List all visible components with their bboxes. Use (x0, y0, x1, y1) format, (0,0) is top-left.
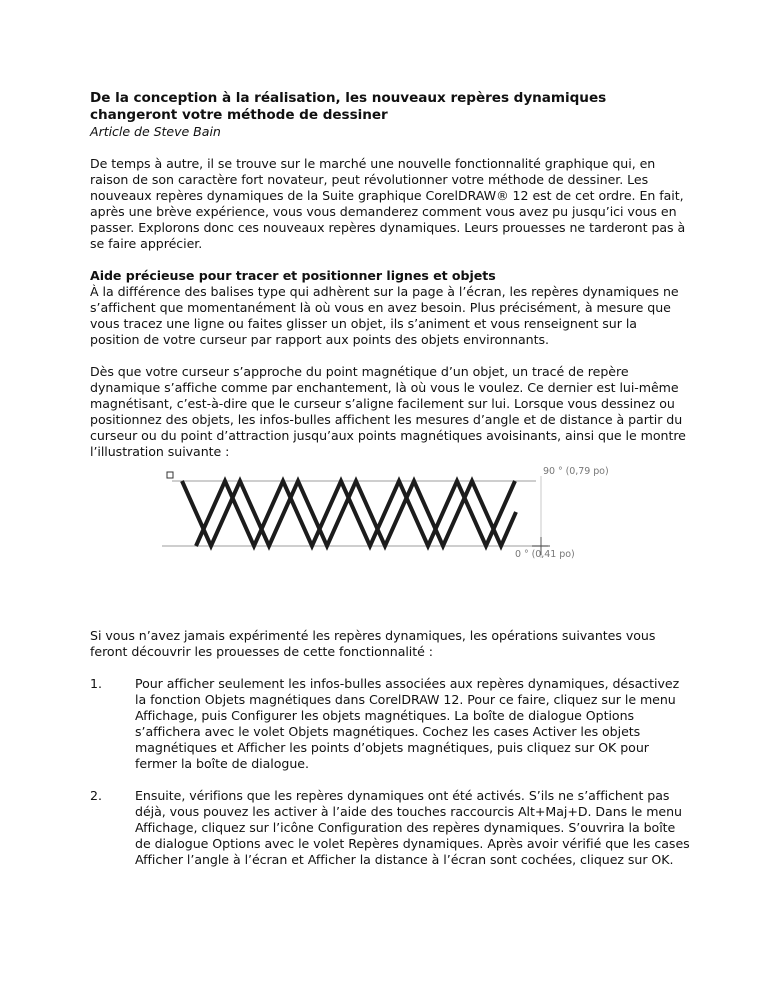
zigzag-line-a (182, 481, 516, 546)
after-figure-paragraph: Si vous n’avez jamais expérimenté les repères dynamiques, les opérations suivantes vous feront découvrir les prouesses de cette fonctionnalité : (90, 628, 656, 659)
list-item (90, 788, 690, 868)
dynamic-guides-illustration (90, 466, 690, 586)
section-heading: Aide précieuse pour tracer et positionner lignes et objets (90, 268, 496, 283)
tooltip-angle-distance-bottom: 0 ° (0,41 po) (515, 549, 575, 560)
list-item (90, 676, 690, 772)
zigzag-figure (90, 466, 690, 586)
document-page (90, 90, 690, 884)
step-number: 2. (90, 788, 102, 803)
tooltip-angle-distance-top: 90 ° (0,79 po) (543, 466, 609, 477)
step-text: Pour afficher seulement les infos-bulles associées aux repères dynamiques, désactivez la fonction Objets magnétiques dans CorelDRAW 12. Pour ce faire, cliquez sur le menu Affichage, puis Configurer les objets magnétiques. La boîte de dialogue Options s’affichera avec le volet Objets magnétiques. Cochez les cases Activer les objets magnétiques et Afficher les points d’objets magnétiques, puis cliquez sur OK pour fermer la boîte de dialogue. (135, 676, 680, 771)
section-paragraph-2: Dès que votre curseur s’approche du point magnétique d’un objet, un tracé de repère dynamique s’affiche comme par enchantement, là où vous le voulez. Ce dernier est lui-même magnétisant, c’est-à-dire que le curseur s’aligne facilement sur lui. Lorsque vous dessinez ou positionnez des objets, les infos-bulles affichent les mesures d’angle et de distance à partir du curseur ou du point d’attraction jusqu’aux points magnétiques avoisinants, ainsi que le montre l’illustration suivante : (90, 364, 686, 459)
step-text: Ensuite, vérifions que les repères dynamiques ont été activés. S’ils ne s’affichent pas déjà, vous pouvez les activer à l’aide des touches raccourcis Alt+Maj+D. Dans le menu Affichage, cliquez sur l’icône Configuration des repères dynamiques. S’ouvrira la boîte de dialogue Options avec le volet Repères dynamiques. Après avoir vérifié que les cases Afficher l’angle à l’écran et Afficher la distance à l’écran sont cochées, cliquez sur OK. (135, 788, 690, 867)
step-number: 1. (90, 676, 102, 691)
section-paragraph-1: À la différence des balises type qui adhèrent sur la page à l’écran, les repères dynamiques ne s’affichent que momentanément là où vous en avez besoin. Plus précisément, à mesure que vous tracez une ligne ou faites glisser un objet, ils s’animent et vous renseignent sur la position de votre curseur par rapport aux points des objets environnants. (90, 284, 679, 347)
intro-paragraph: De temps à autre, il se trouve sur le marché une nouvelle fonctionnalité graphique qui, en raison de son caractère fort novateur, peut révolutionner votre méthode de dessiner. Les nouveaux repères dynamiques de la Suite graphique CorelDRAW® 12 est de cet ordre. En fait, après une brève expérience, vous vous demanderez comment vous avez pu jusqu’ici vous en passer. Explorons donc ces nouveaux repères dynamiques. Leurs prouesses ne tarderont pas à se faire apprécier. (90, 156, 686, 251)
steps-list (90, 676, 690, 868)
snap-point-square (167, 472, 173, 478)
article-byline: Article de Steve Bain (90, 124, 221, 139)
article-title: De la conception à la réalisation, les nouveaux repères dynamiques changeront votre méthode de dessiner (90, 90, 607, 123)
